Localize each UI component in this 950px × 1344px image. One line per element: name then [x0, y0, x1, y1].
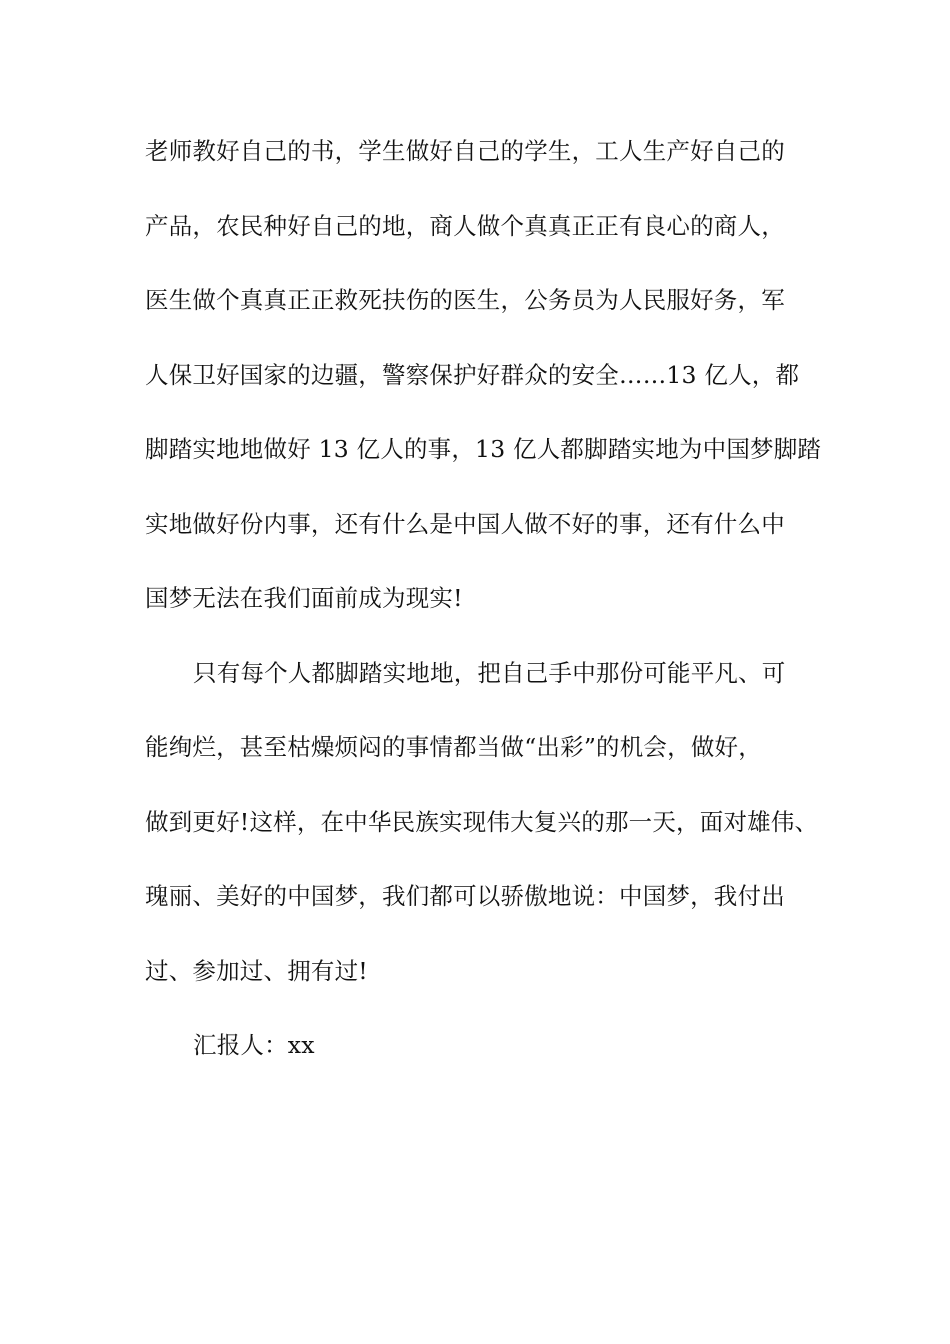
text-line: 人保卫好国家的边疆，警察保护好群众的安全……13 亿人，都	[145, 360, 800, 389]
signature: 汇报人：xx	[193, 1031, 315, 1059]
text-line: 过、参加过、拥有过!	[145, 956, 368, 985]
paragraph-2	[145, 650, 825, 1023]
text-line: 医生做个真真正正救死扶伤的医生，公务员为人民服好务，军	[145, 286, 785, 314]
document-body	[145, 128, 825, 1097]
text-line: 脚踏实地地做好 13 亿人的事，13 亿人都脚踏实地为中国梦脚踏	[145, 435, 822, 463]
paragraph-1	[145, 128, 825, 650]
text-line: 能绚烂，甚至枯燥烦闷的事情都当做“出彩”的机会，做好，	[145, 733, 762, 761]
text-line: 国梦无法在我们面前成为现实!	[145, 584, 463, 612]
text-line: 实地做好份内事，还有什么是中国人做不好的事，还有什么中	[145, 509, 785, 538]
text-line: 做到更好!这样，在中华民族实现伟大复兴的那一天，面对雄伟、	[145, 807, 819, 836]
text-line: 瑰丽、美好的中国梦，我们都可以骄傲地说：中国梦，我付出	[145, 882, 785, 910]
text-line: 只有每个人都脚踏实地地，把自己手中那份可能平凡、可	[193, 658, 786, 687]
text-line: 产品，农民种好自己的地，商人做个真真正正有良心的商人，	[145, 211, 785, 240]
text-line: 老师教好自己的书，学生做好自己的学生，工人生产好自己的	[145, 137, 785, 165]
